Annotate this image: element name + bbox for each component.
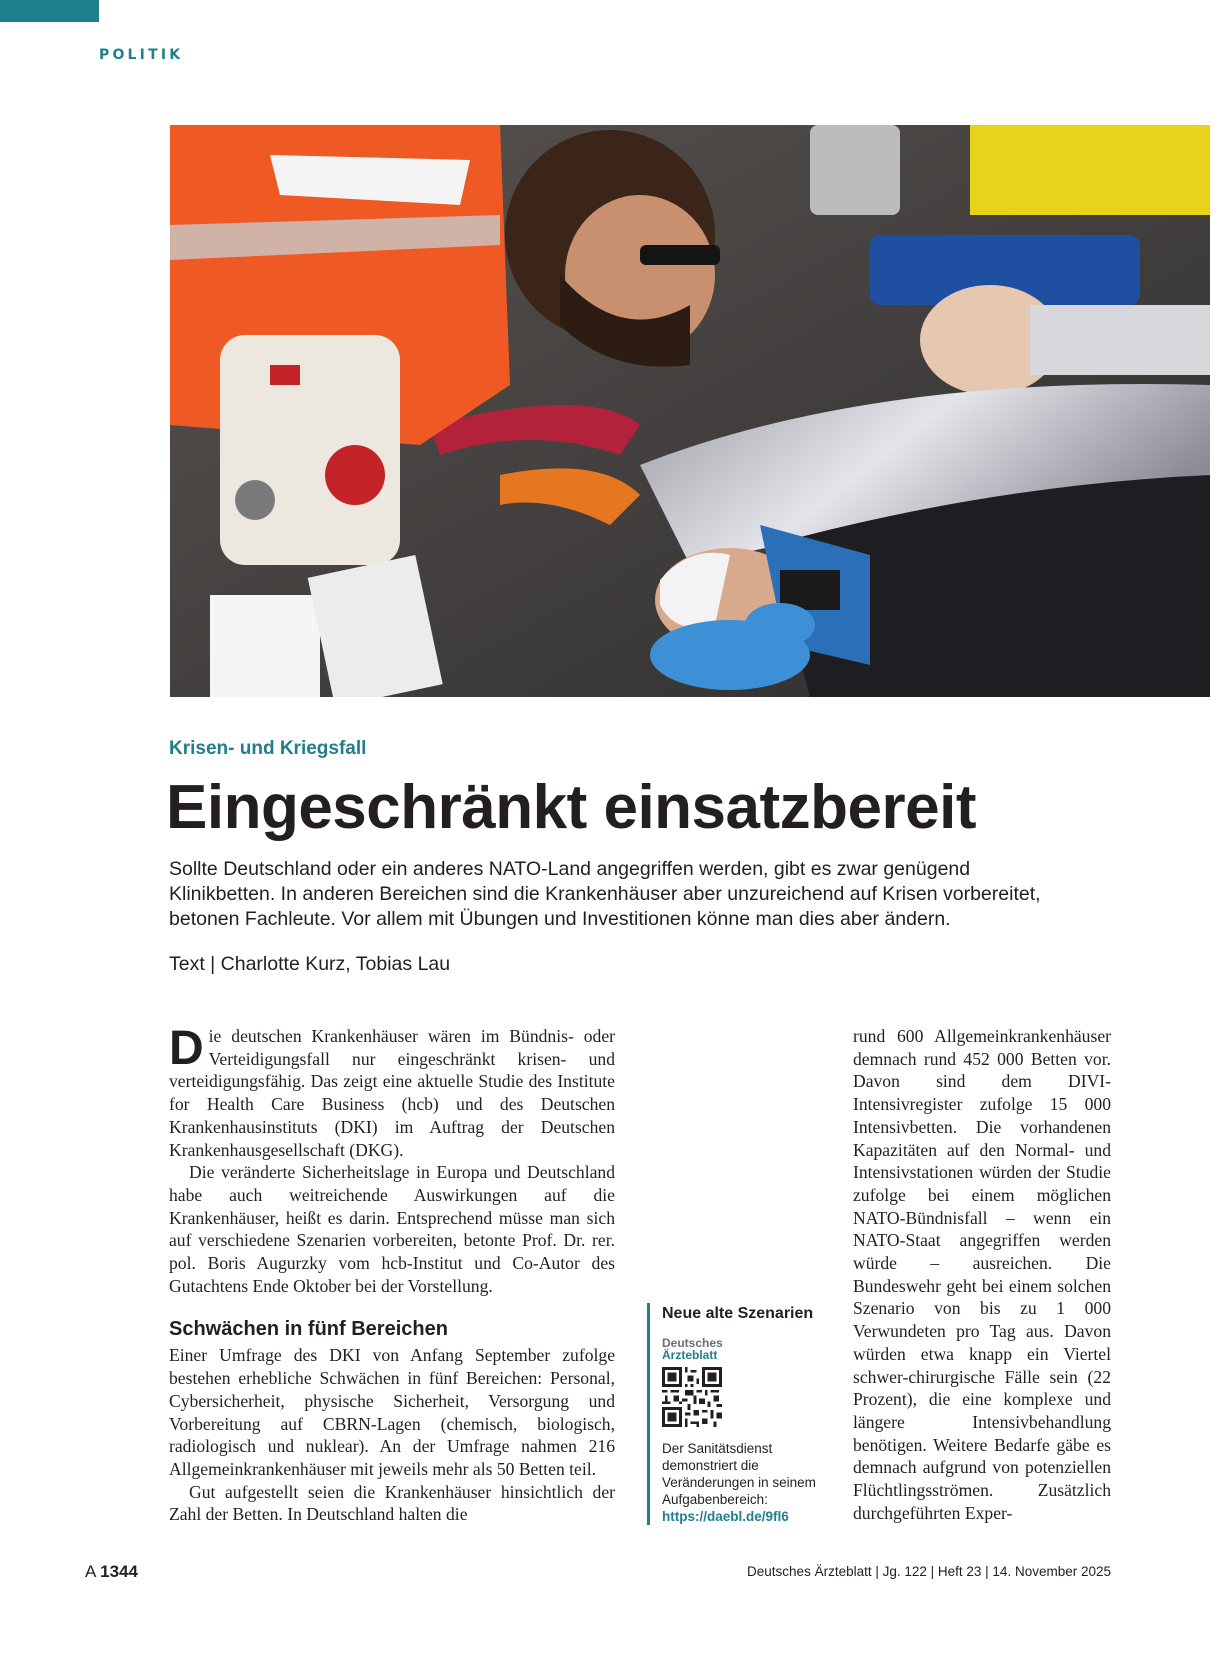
sidebar-box <box>647 1303 832 1525</box>
text-column-left <box>169 1022 615 1526</box>
sidebar-link[interactable]: https://daebl.de/9fl6 <box>662 1509 789 1524</box>
page-number <box>85 1562 138 1582</box>
page-prefix: A <box>85 1562 96 1581</box>
article-kicker: Krisen- und Kriegsfall <box>169 738 367 759</box>
logo-line-2: Ärzteblatt <box>662 1348 718 1362</box>
logo-line-1: Deutsches <box>662 1336 723 1350</box>
paragraph-1-text: ie deutschen Krankenhäuser wären im Bündnis- oder Verteidigungsfall nur eingeschränkt krisen- und verteidigungsfähig. Das zeigt eine aktuelle Studie des Institute for Health Care Business (hcb) und des Deutschen Krankenhausinstituts (DKI) im Auftrag der Deutschen Krankenhausgesellschaft (DKG). <box>169 1026 615 1160</box>
top-accent-bar <box>0 0 99 22</box>
article-lead: Sollte Deutschland oder ein anderes NATO-Land angegriffen werden, gibt es zwar genügend Klinikbetten. In anderen Bereichen sind die Krankenhäuser aber unzureichend auf Krisen vorbereitet, betonen Fachleute. Vor allem mit Übungen und Investitionen könne man dies aber ändern. <box>169 858 1041 930</box>
paragraph-4: Gut aufgestellt seien die Krankenhäuser hinsichtlich der Zahl der Betten. In Deutschland halten die <box>169 1481 615 1525</box>
text-column-right <box>853 1025 1111 1524</box>
paragraph-5: rund 600 Allgemeinkrankenhäuser demnach rund 452 000 Betten vor. Davon sind dem DIVI-Intensivregister zufolge 15 000 Intensivbetten. Die vorhandenen Kapazitäten auf den Normal- und Intensivstationen würden der Studie zufolge bei einem möglichen NATO-Bündnisfall – wenn ein NATO-Staat angegriffen werden würde – ausreichen. Die Bundeswehr geht bei einem solchen Szenario von bis zu 1 000 Verwundeten pro Tag aus. Davon würden etwa knapp ein Viertel schwer-chirurgische Fälle sein (22 Prozent), die eine komplexe und längere Intensivbehandlung benötigen. Weitere Bedarfe gäbe es demnach aufgrund von potenziellen Flüchtlingsströmen. Zusätzlich durchgeführten Exper- <box>853 1026 1111 1523</box>
paragraph-3: Einer Umfrage des DKI von Anfang September zufolge bestehen erhebliche Schwächen in fünf Bereichen: Personal, Cybersicherheit, physische Sicherheit, Versorgung und Vorbereitung auf CBRN-Lagen (chemisch, biologisch, radiologisch und nuklear). An der Umfrage nahmen 216 Allgemeinkrankenhäuser mit jeweils mehr als 50 Betten teil. <box>169 1345 615 1479</box>
article-photo <box>170 125 1210 697</box>
journal-citation: Deutsches Ärzteblatt | Jg. 122 | Heft 23 | 14. November 2025 <box>747 1564 1111 1579</box>
sidebar-text: Der Sanitätsdienst demonstriert die Veränderungen in seinem Aufgabenbereich: <box>662 1441 816 1507</box>
paragraph-1 <box>169 1022 615 1161</box>
drop-cap: D <box>169 1022 204 1075</box>
qr-code-icon[interactable] <box>662 1367 722 1427</box>
journal-logo <box>662 1337 832 1361</box>
paragraph-2: Die veränderte Sicherheitslage in Europa und Deutschland habe auch weitreichende Auswirkungen auf die Krankenhäuser, heißt es darin. Entsprechend müsse man sich auf verschiedene Szenarien vorbereiten, betonte Prof. Dr. rer. pol. Boris Augurzky vom hcb-Institut und Co-Autor des Gutachtens Ende Oktober bei der Vorstellung. <box>169 1162 615 1296</box>
sidebar-title: Neue alte Szenarien <box>662 1305 814 1322</box>
section-label: POLITIK <box>99 47 184 63</box>
photo-icon <box>170 125 1210 697</box>
article-byline: Text | Charlotte Kurz, Tobias Lau <box>169 953 451 975</box>
page-number-value: 1344 <box>100 1562 138 1581</box>
article-headline: Eingeschränkt einsatzbereit <box>166 773 976 842</box>
subheading: Schwächen in fünf Bereichen <box>169 1318 448 1341</box>
